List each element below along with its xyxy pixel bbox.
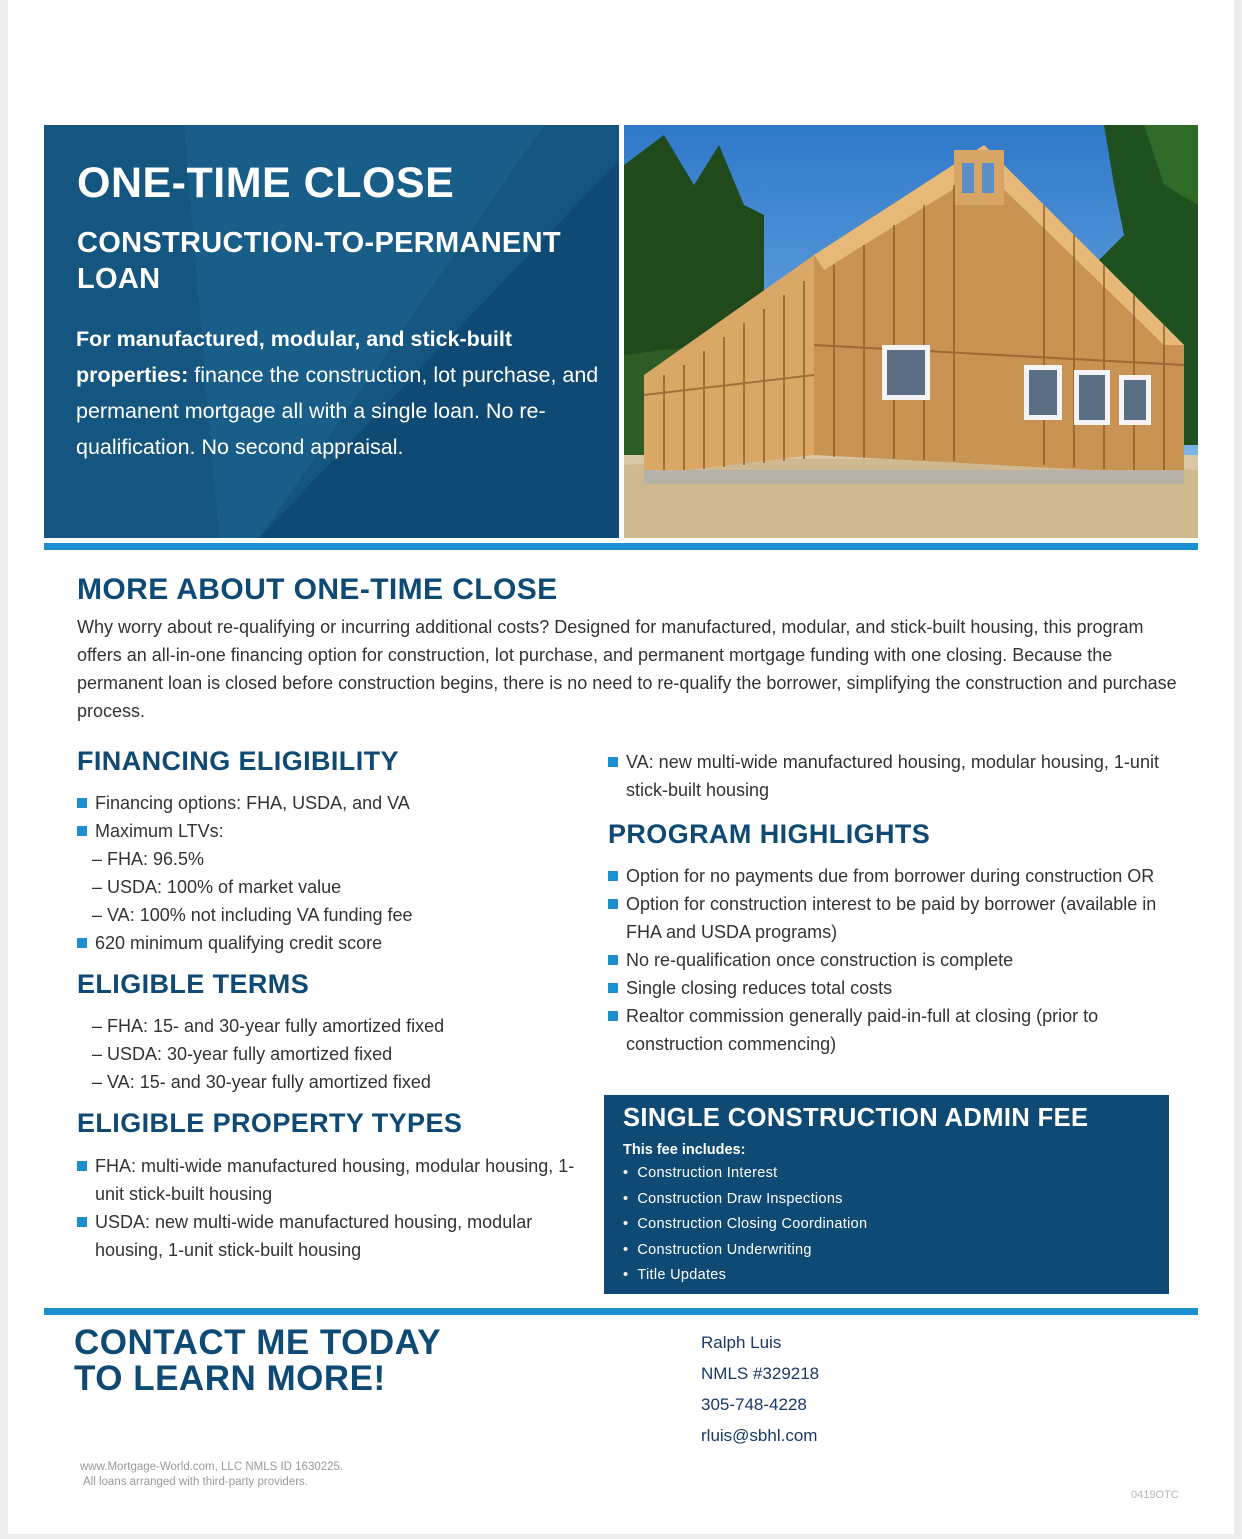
list-item: Option for construction interest to be paid by borrower (available in FHA and USDA programs) [607, 890, 1167, 946]
financing-eligibility-heading: FINANCING ELIGIBILITY [77, 746, 399, 776]
contact-info [701, 1327, 819, 1451]
footer-line2: All loans arranged with third-party providers. [83, 1476, 308, 1488]
admin-fee-box [604, 1095, 1169, 1294]
contact-email[interactable]: rluis@sbhl.com [701, 1426, 818, 1445]
program-highlights-heading: PROGRAM HIGHLIGHTS [608, 819, 931, 849]
contact-heading [74, 1325, 441, 1397]
hero-description [76, 321, 611, 465]
contact-phone[interactable]: 305-748-4228 [701, 1395, 807, 1414]
admin-fee-list [623, 1161, 867, 1289]
list-item: • Construction Closing Coordination [623, 1212, 867, 1238]
hero-panel [44, 125, 619, 538]
list-item: – VA: 100% not including VA funding fee [92, 905, 413, 925]
list-item: USDA: new multi-wide manufactured housing, modular housing, 1-unit stick-built housing [76, 1208, 596, 1264]
program-highlights-list [607, 862, 1167, 1058]
list-item: Option for no payments due from borrower during construction OR [607, 862, 1167, 890]
document-code: 0419OTC [1131, 1489, 1179, 1501]
contact-heading-line1: CONTACT ME TODAY [74, 1323, 442, 1362]
list-item: – VA: 15- and 30-year fully amortized fixed [92, 1072, 431, 1092]
section-divider-bottom [44, 1308, 1198, 1315]
contact-heading-line2: TO LEARN MORE! [74, 1359, 386, 1398]
list-item: Realtor commission generally paid-in-full at closing (prior to construction commencing) [607, 1002, 1167, 1058]
list-item: • Construction Interest [623, 1161, 867, 1187]
admin-fee-subtitle: This fee includes: [623, 1142, 746, 1158]
list-item: Single closing reduces total costs [607, 974, 1167, 1002]
eligible-property-types-heading: ELIGIBLE PROPERTY TYPES [77, 1108, 463, 1138]
list-item: – FHA: 96.5% [92, 849, 205, 869]
list-item: 620 minimum qualifying credit score [76, 929, 596, 957]
list-item: No re-qualification once construction is complete [607, 946, 1167, 974]
list-item: Financing options: FHA, USDA, and VA [76, 789, 596, 817]
list-item: Maximum LTVs: [76, 817, 596, 845]
admin-fee-title: SINGLE CONSTRUCTION ADMIN FEE [623, 1104, 1089, 1132]
list-item: VA: new multi-wide manufactured housing, modular housing, 1-unit stick-built housing [607, 748, 1167, 804]
more-about-heading: MORE ABOUT ONE-TIME CLOSE [77, 573, 558, 606]
list-item: • Title Updates [623, 1263, 867, 1289]
more-about-body: Why worry about re-qualifying or incurring additional costs? Designed for manufactured, modular, and stick-built housing, this program offers an all-in-one financing option for construction, lot purchase, and permanent mortgage funding with one closing. Because the permanent loan is closed before construction begins, there is no need to re-qualify the borrower, simplifying the construction and purchase process. [77, 617, 1177, 721]
eligible-property-types-list [76, 1152, 596, 1264]
contact-name: Ralph Luis [701, 1333, 782, 1352]
list-item: • Construction Underwriting [623, 1238, 867, 1264]
house-framing-photo [624, 125, 1198, 538]
footer-line1: www.Mortgage-World.com, LLC NMLS ID 1630225. [80, 1461, 344, 1473]
financing-eligibility-list [76, 789, 596, 957]
hero-subtitle: CONSTRUCTION-TO-PERMANENT LOAN [77, 227, 561, 295]
section-divider-top [44, 543, 1198, 550]
hero-description-bold: For manufactured, modular, and stick-built properties: [76, 327, 513, 387]
list-item: – USDA: 100% of market value [92, 877, 342, 897]
list-item: FHA: multi-wide manufactured housing, modular housing, 1-unit stick-built housing [76, 1152, 596, 1208]
eligible-property-types-list-continued [607, 748, 1167, 804]
hero-description-rest: finance the construction, lot purchase, and permanent mortgage all with a single loan. No re-qualification. No second appraisal. [76, 363, 599, 459]
hero-title: ONE-TIME CLOSE [77, 159, 455, 207]
eligible-terms-heading: ELIGIBLE TERMS [77, 969, 310, 999]
list-item: – USDA: 30-year fully amortized fixed [92, 1044, 393, 1064]
contact-nmls: NMLS #329218 [701, 1364, 820, 1383]
list-item: – FHA: 15- and 30-year fully amortized fixed [92, 1016, 445, 1036]
eligible-terms-list [76, 1012, 596, 1096]
list-item: • Construction Draw Inspections [623, 1187, 867, 1213]
footer-disclaimer [80, 1460, 343, 1490]
